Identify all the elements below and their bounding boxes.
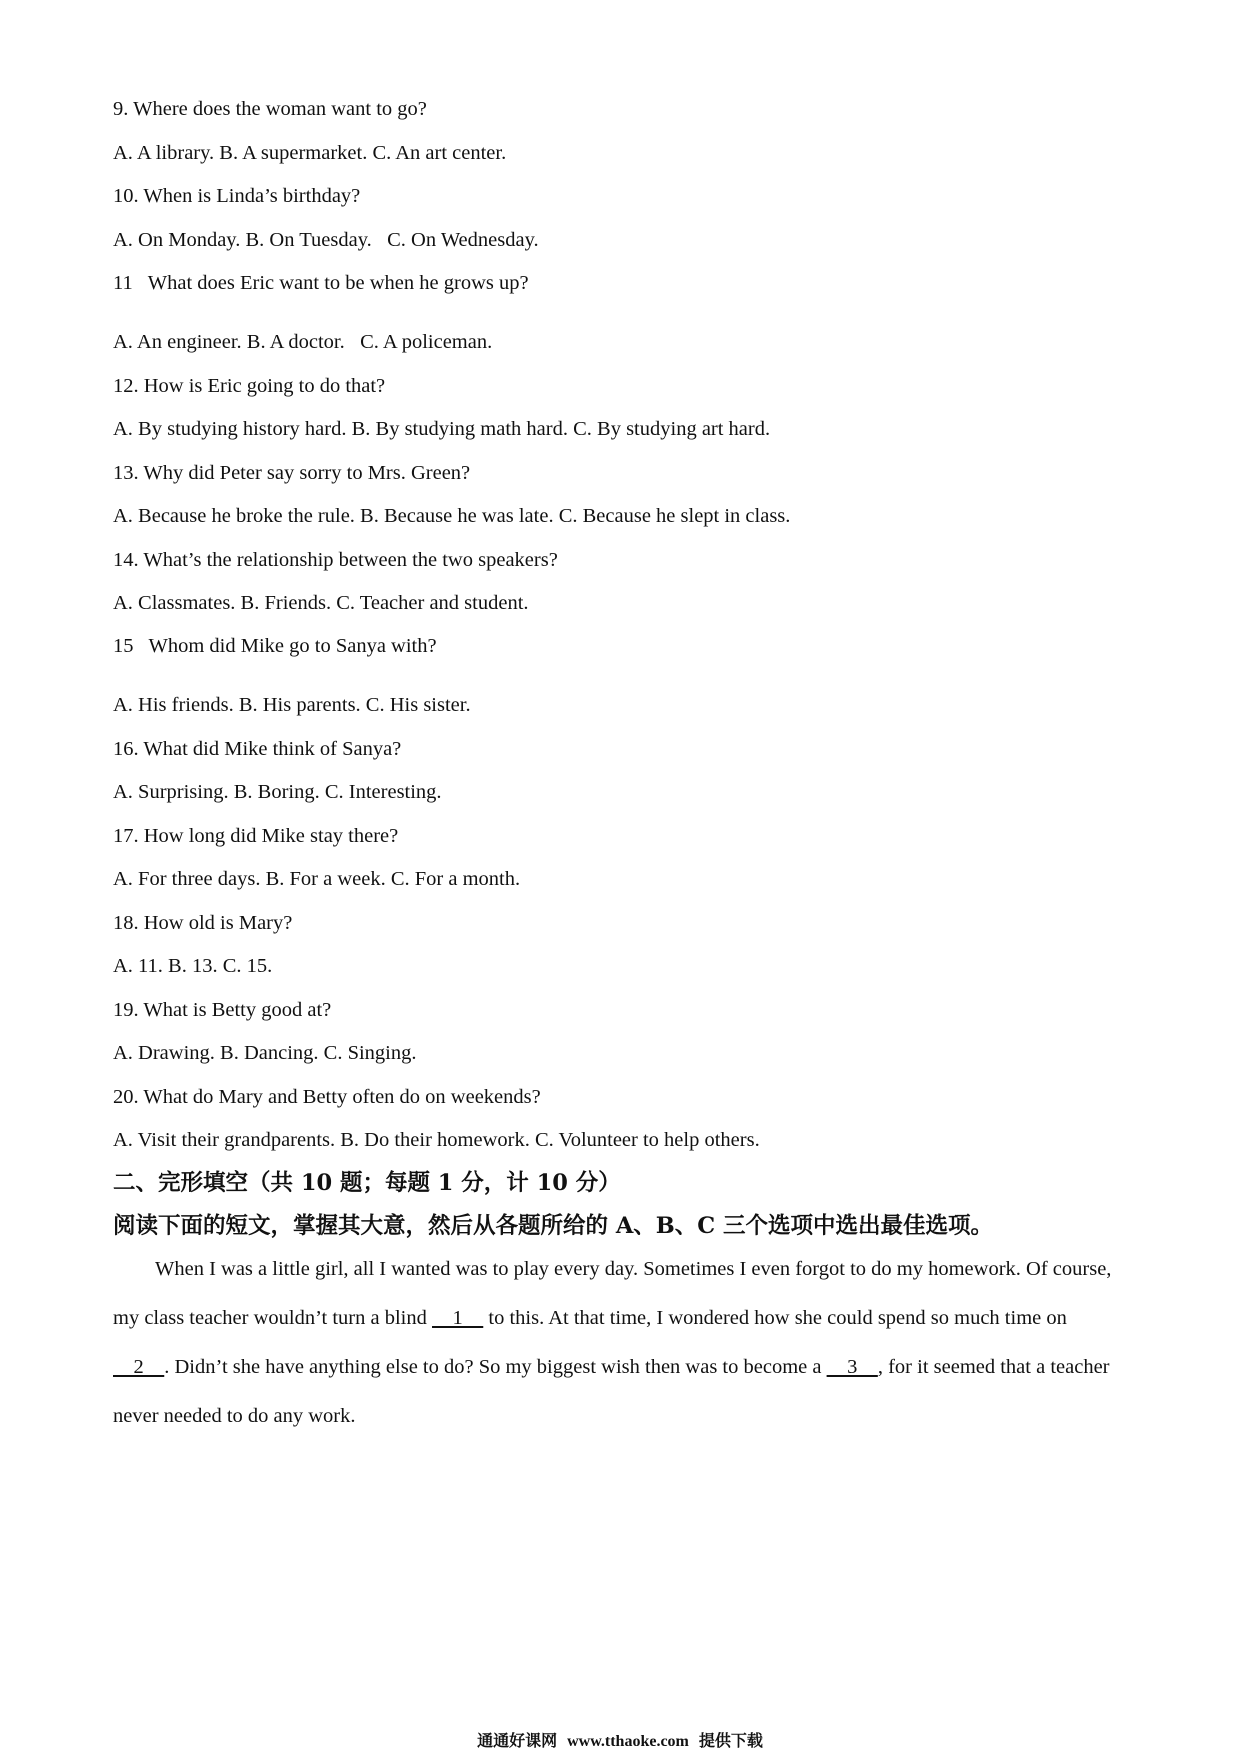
options-20: A. Visit their grandparents. B. Do their homework. C. Volunteer to help others.	[113, 1129, 760, 1151]
options-18: A. 11. B. 13. C. 15.	[113, 955, 273, 977]
footer-site-name: 通通好课网	[477, 1731, 558, 1750]
footer-download: 提供下载	[698, 1731, 763, 1750]
passage-text-2: to this. At that time, I wondered how she could spend so much time on	[483, 1307, 1067, 1329]
question-12: 12. How is Eric going to do that?	[113, 375, 386, 397]
question-10: 10. When is Linda’s birthday?	[113, 185, 361, 207]
options-14: A. Classmates. B. Friends. C. Teacher and student.	[113, 592, 529, 614]
blank-2: 2	[113, 1356, 165, 1378]
cloze-passage	[113, 1245, 1123, 1441]
options-10: A. On Monday. B. On Tuesday. C. On Wednesday.	[113, 229, 539, 251]
question-15: 15 Whom did Mike go to Sanya with?	[113, 635, 437, 657]
question-17: 17. How long did Mike stay there?	[113, 825, 399, 847]
section-instruction: 阅读下面的短文，掌握其大意，然后从各题所给的 A、B、C 三个选项中选出最佳选项。	[113, 1213, 994, 1239]
blank-1: 1	[432, 1307, 484, 1329]
question-13: 13. Why did Peter say sorry to Mrs. Green?	[113, 462, 471, 484]
options-9: A. A library. B. A supermarket. C. An art center.	[113, 142, 507, 164]
options-15: A. His friends. B. His parents. C. His sister.	[113, 694, 471, 716]
question-11: 11 What does Eric want to be when he grows up?	[113, 272, 529, 294]
footer-url: www.tthaoke.com	[567, 1733, 689, 1750]
question-19: 19. What is Betty good at?	[113, 999, 332, 1021]
question-14: 14. What’s the relationship between the two speakers?	[113, 549, 558, 571]
question-16: 16. What did Mike think of Sanya?	[113, 738, 402, 760]
options-12: A. By studying history hard. B. By studying math hard. C. By studying art hard.	[113, 418, 771, 440]
passage-text-3: . Didn’t she have anything else to do? So my biggest wish then was to become a	[164, 1356, 827, 1378]
passage-text-4: , for it seemed that a teacher never needed to do any work.	[113, 1356, 1110, 1427]
options-16: A. Surprising. B. Boring. C. Interesting.	[113, 781, 442, 803]
question-18: 18. How old is Mary?	[113, 912, 293, 934]
page-footer	[0, 1731, 1240, 1752]
question-20: 20. What do Mary and Betty often do on weekends?	[113, 1086, 541, 1108]
options-17: A. For three days. B. For a week. C. For a month.	[113, 868, 521, 890]
blank-3: 3	[826, 1356, 878, 1378]
question-9: 9. Where does the woman want to go?	[113, 98, 427, 120]
passage-text-1: When I was a little girl, all I wanted was to play every day. Sometimes I even forgot to do my homework. Of course, my class teacher wouldn’t turn a blind	[113, 1258, 1112, 1329]
options-19: A. Drawing. B. Dancing. C. Singing.	[113, 1042, 417, 1064]
options-13: A. Because he broke the rule. B. Because he was late. C. Because he slept in class.	[113, 505, 791, 527]
section-title: 二、完形填空（共 10 题；每题 1 分，计 10 分）	[113, 1170, 621, 1196]
options-11: A. An engineer. B. A doctor. C. A policeman.	[113, 331, 493, 353]
